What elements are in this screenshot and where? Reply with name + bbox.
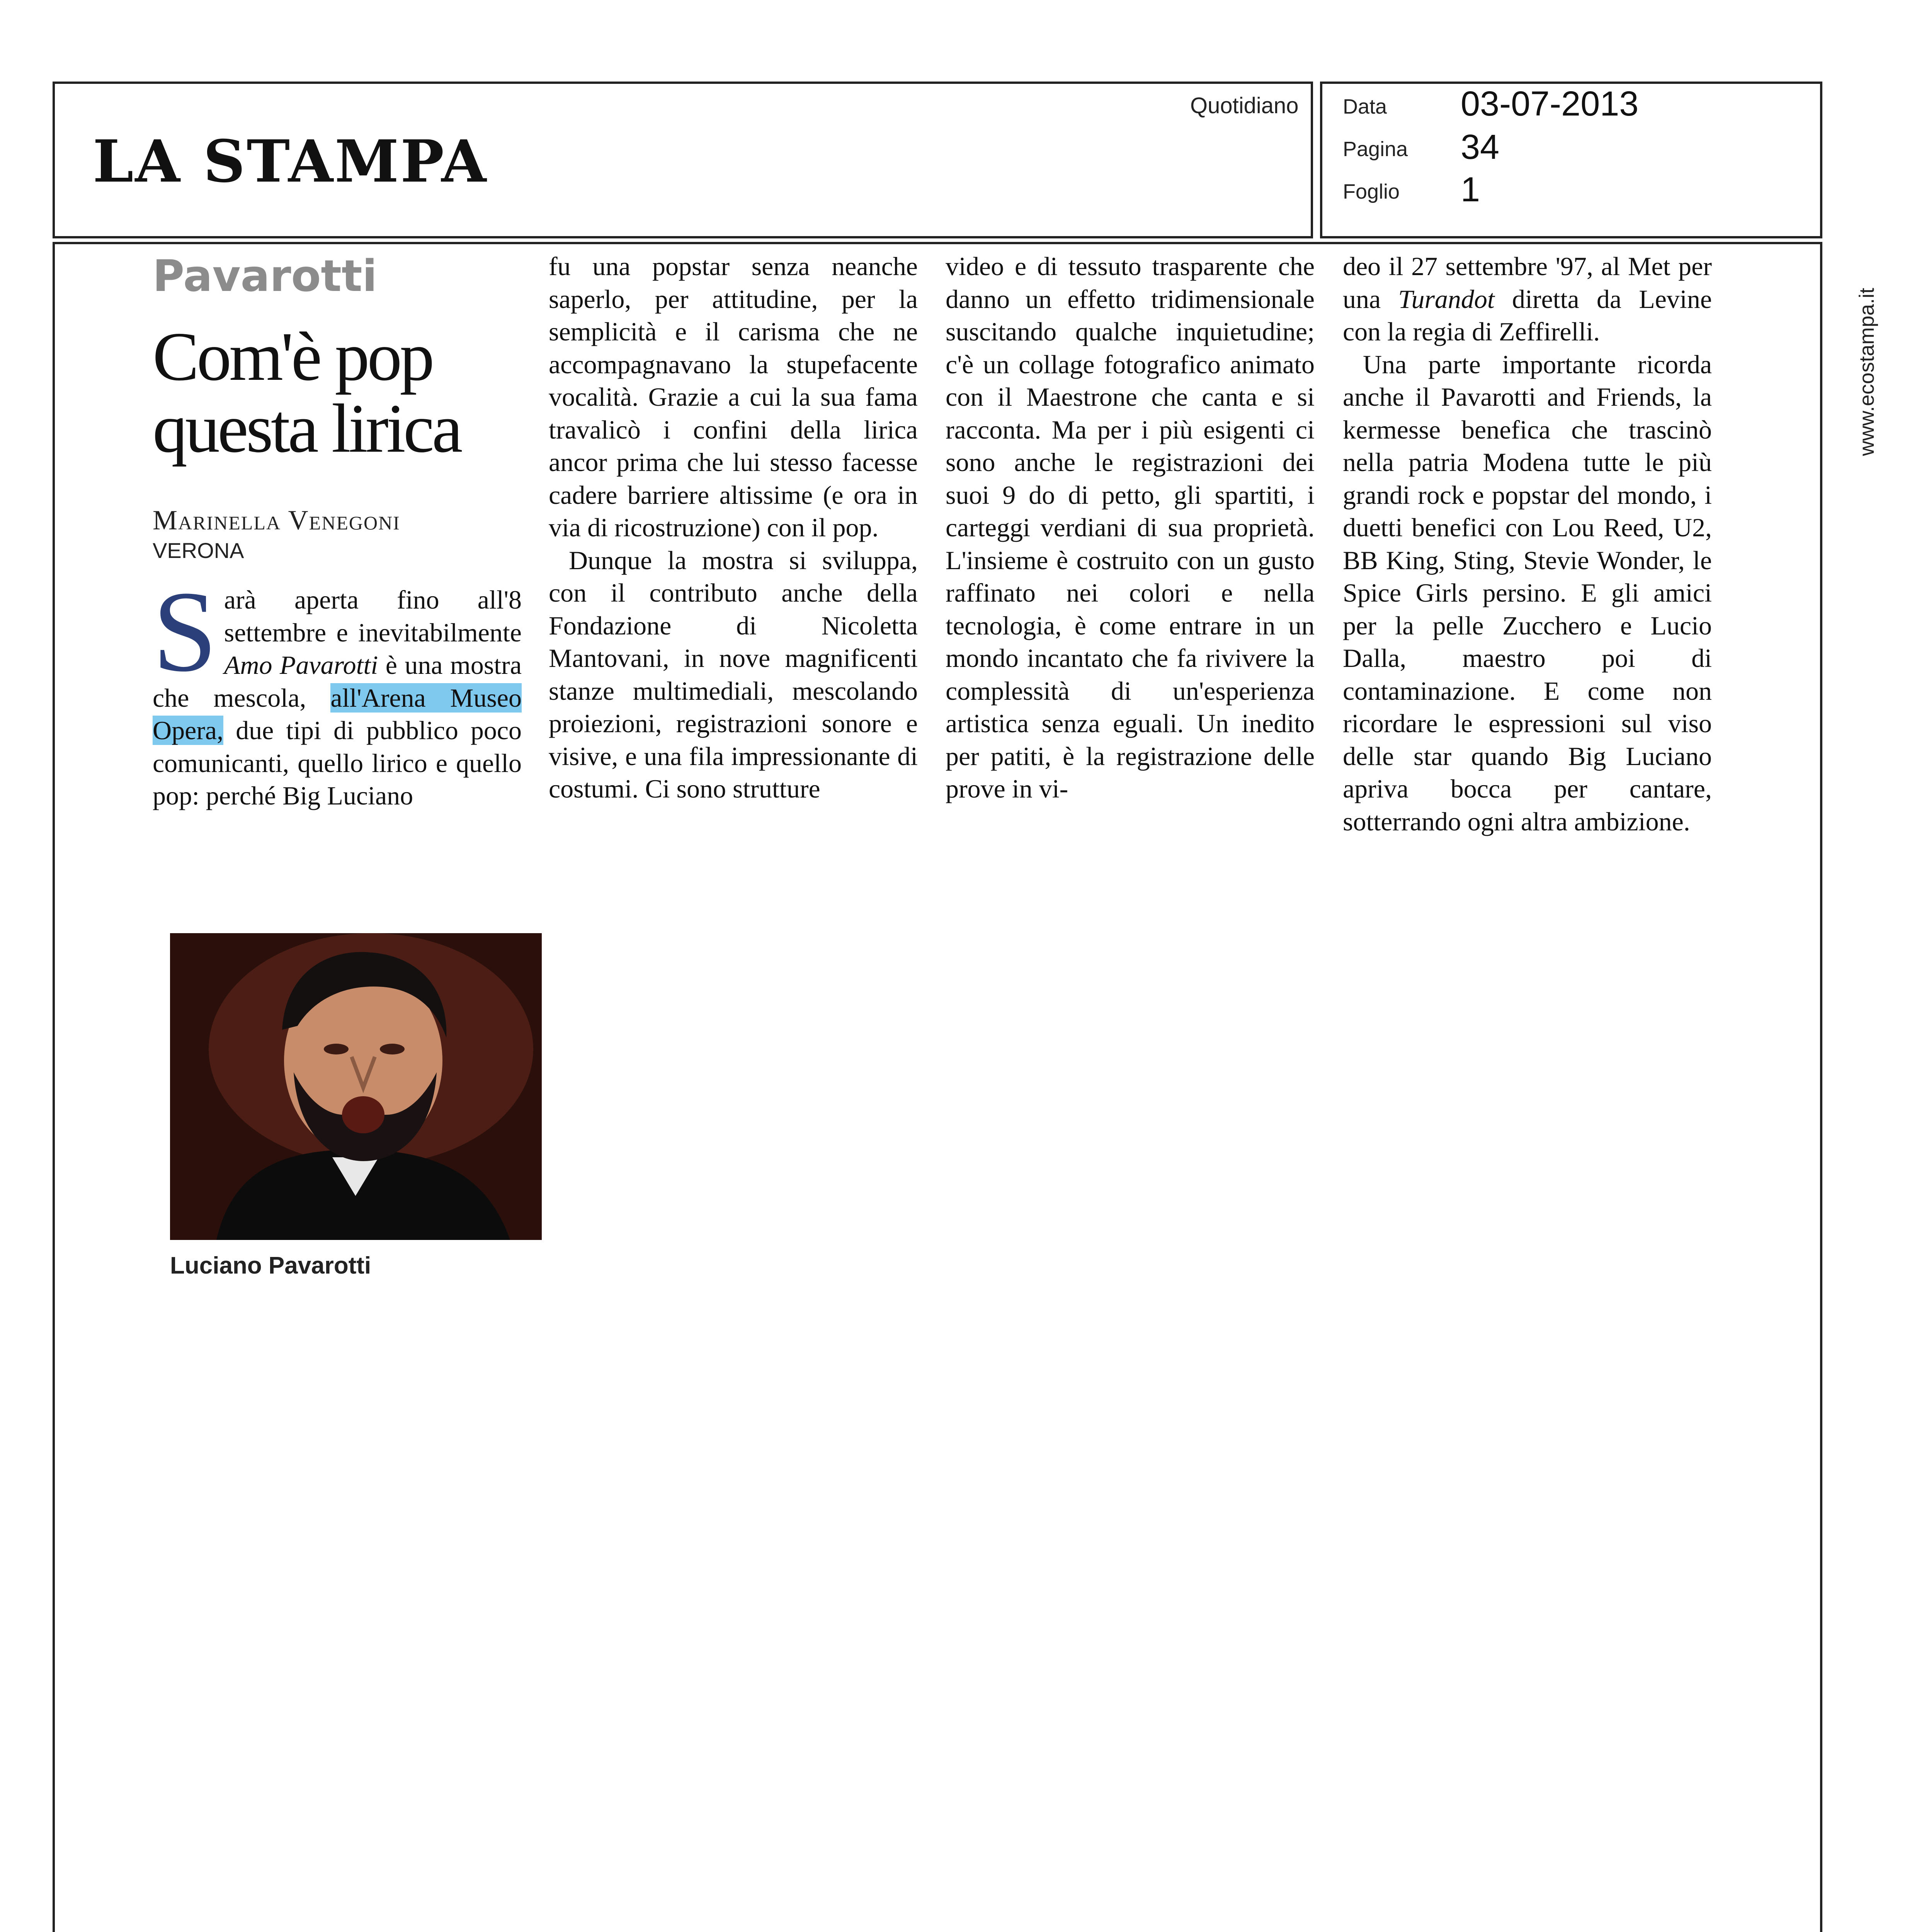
- col1-text-c: due tipi di pubblico poco comunicanti, quello lirico e quello pop: perché Big Luciano: [153, 716, 522, 810]
- col4-text-a: deo il 27 settembre '97, al Met per una: [1343, 252, 1712, 314]
- highlighted-venue: all'Arena Museo Opera,: [153, 683, 522, 745]
- data-label: Data: [1343, 95, 1387, 118]
- pagina-label: Pagina: [1343, 138, 1408, 161]
- pavarotti-photo: [170, 933, 542, 1240]
- col2-paragraph-2: Dunque la mostra si sviluppa, con il contributo anche della Fondazione di Nicoletta Mantovani, in nove magnificenti stanze multimediali, mescolando proiezioni, registrazioni sonore e visive, e una fila impressionante di costumi. Ci sono strutture: [549, 545, 918, 803]
- article-column-3: [946, 250, 1315, 805]
- portrait-illustration: [170, 933, 542, 1240]
- article-column-2: [549, 250, 918, 805]
- col3-paragraph-1: video e di tessuto trasparente che danno un effetto tridimensionale suscitando qualche inquietudine; c'è un collage fotografico animato con il Maestrone che canta e si racconta. Ma per i più esigenti ci sono anche le registrazioni dei suoi 9 do di petto, gli spartiti, i carteggi verdiani di sua proprietà. L'insieme è costruito con un gusto raffinato nei colori e nella tecnologia, è come entrare in un mondo incantato che fa rivivere la complessità di un'esperienza artistica senza eguali. Un inedito per patiti, è la registrazione delle prove in vi-: [946, 252, 1315, 803]
- data-value: 03-07-2013: [1461, 85, 1639, 123]
- side-url: www.ecostampa.it: [1855, 287, 1878, 456]
- col4-italic-title: Turandot: [1398, 284, 1495, 314]
- foglio-value: 1: [1461, 170, 1480, 209]
- col2-paragraph-1: fu una popstar senza neanche saperlo, per attitudine, per la semplicità e il carisma che ne accompagnavano la stupefacente vocalità. Grazie a cui la sua fama travalicò i confini della lirica ancor prima che lui stesso facesse cadere barriere altissime (e ora in via di ricostruzione) con il pop.: [549, 252, 918, 542]
- pagina-value: 34: [1461, 128, 1500, 167]
- col1-text-b: è una mostra che mescola,: [153, 650, 522, 713]
- article-column-1: [153, 567, 522, 812]
- photo-caption: Luciano Pavarotti: [170, 1252, 371, 1279]
- article-column-4: [1343, 250, 1712, 838]
- publication-type: Quotidiano: [1190, 93, 1299, 118]
- article-kicker: Pavarotti: [153, 251, 377, 301]
- article-headline: Com'è pop questa lirica: [153, 318, 461, 467]
- col4-text-b: diretta da Levine con la regia di Zeffirelli.: [1343, 284, 1712, 346]
- col4-paragraph-2: Una parte importante ricorda anche il Pavarotti and Friends, la kermesse benefica che trascinò nella patria Modena tutte le più grandi rock e popstar del mondo, i duetti benefici con Lou Reed, U2, BB King, Sting, Stevie Wonder, le Spice Girls persino. E gli amici per la pelle Zucchero e Lucio Dalla, maestro poi di contaminazione. E come non ricordare le espressioni sul viso delle star quando Big Luciano apriva bocca per cantare, sotterrando ogni altra ambizione.: [1343, 349, 1712, 836]
- masthead-logo: LA STAMPA: [93, 128, 488, 196]
- article-dateline: VERONA: [153, 538, 244, 563]
- col1-italic-title: Amo Pavarotti: [224, 650, 378, 680]
- col1-text-a: arà aperta fino all'8 settembre e inevitabilmente: [224, 585, 522, 647]
- article-author: Marinella Venegoni: [153, 505, 400, 536]
- drop-cap: S: [153, 567, 217, 696]
- foglio-label: Foglio: [1343, 180, 1400, 203]
